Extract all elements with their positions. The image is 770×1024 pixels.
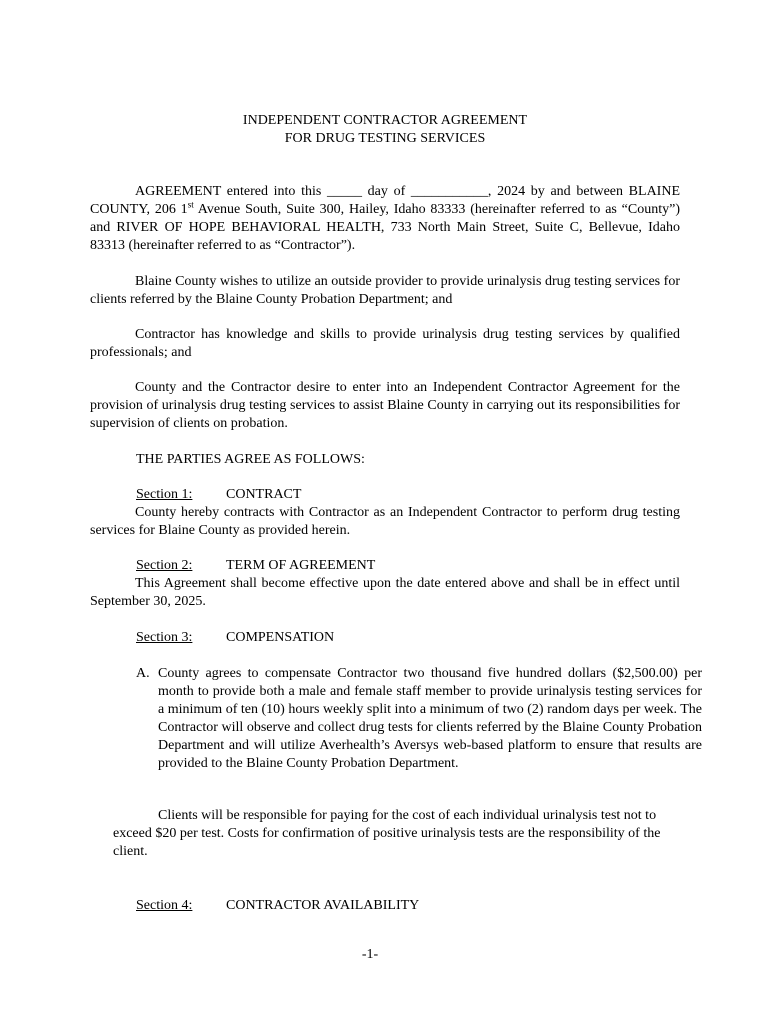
section-4-heading <box>136 897 419 915</box>
recital-paragraph-2: Contractor has knowledge and skills to provide urinalysis drug testing services by qualified professionals; and <box>90 327 680 360</box>
recital-paragraph-1: Blaine County wishes to utilize an outside provider to provide urinalysis drug testing services for clients referred by the Blaine County Probation Department; and <box>90 274 680 307</box>
item-a-text: County agrees to compensate Contractor two thousand five hundred dollars ($2,500.00) per month to provide both a male and female staff member to provide urinalysis testing services for a minimum of ten (10) hours weekly split into a minimum of two (2) random days per week. The Contractor will observe and collect drug tests for clients referred by the Blaine County Probation Department and will utilize Averhealth’s Aversys web-based platform to ensure that results are provided to the Blaine County Probation Department. <box>158 666 702 771</box>
recital-paragraph-3: County and the Contractor desire to enter into an Independent Contractor Agreement for the provision of urinalysis drug testing services to assist Blaine County in carrying out its responsibilities for supervision of clients on probation. <box>90 380 680 431</box>
section-3-label: Section 3: <box>136 630 193 645</box>
intro-paragraph <box>90 183 680 255</box>
section-2-title: TERM OF AGREEMENT <box>226 558 376 573</box>
section-2-body: This Agreement shall become effective upon the date entered above and shall be in effect until September 30, 2025. <box>90 576 680 609</box>
section-2-label: Section 2: <box>136 558 193 573</box>
item-a-label: A. <box>136 666 150 681</box>
section-3-title: COMPENSATION <box>226 630 335 645</box>
title-line-2: FOR DRUG TESTING SERVICES <box>284 131 486 146</box>
section-3-heading <box>136 629 334 647</box>
section-1-body: County hereby contracts with Contractor as an Independent Contractor to perform drug testing services for Blaine County as provided herein. <box>90 505 680 538</box>
document-title <box>0 112 770 148</box>
intro-superscript: st <box>187 199 194 210</box>
title-line-1: INDEPENDENT CONTRACTOR AGREEMENT <box>242 113 528 128</box>
section-1-title: CONTRACT <box>226 487 302 502</box>
intro-text-2: Avenue South, Suite 300, Hailey, Idaho 83333 (hereinafter referred to as “County”) and RIVER OF HOPE BEHAVIORAL HEALTH, 733 North Main Street, Suite C, Bellevue, Idaho 83313 (hereinafter referred to as “Contractor”). <box>90 202 680 253</box>
compensation-item-a <box>136 665 702 773</box>
page-number: -1- <box>361 947 379 962</box>
section-4-label: Section 4: <box>136 898 193 913</box>
section-1-label: Section 1: <box>136 487 193 502</box>
clients-paragraph: Clients will be responsible for paying for the cost of each individual urinalysis test not to exceed $20 per test. Costs for confirmation of positive urinalysis tests are the responsibility of the client. <box>113 808 661 859</box>
section-1-heading <box>136 486 301 504</box>
intro-text-1: AGREEMENT entered into this _____ day of ___________, 2024 by and between BLAINE COUNTY, 206 1 <box>90 184 680 217</box>
section-4-title: CONTRACTOR AVAILABILITY <box>226 898 420 913</box>
parties-agree-heading: THE PARTIES AGREE AS FOLLOWS: <box>136 452 365 467</box>
section-2-heading <box>136 557 375 575</box>
